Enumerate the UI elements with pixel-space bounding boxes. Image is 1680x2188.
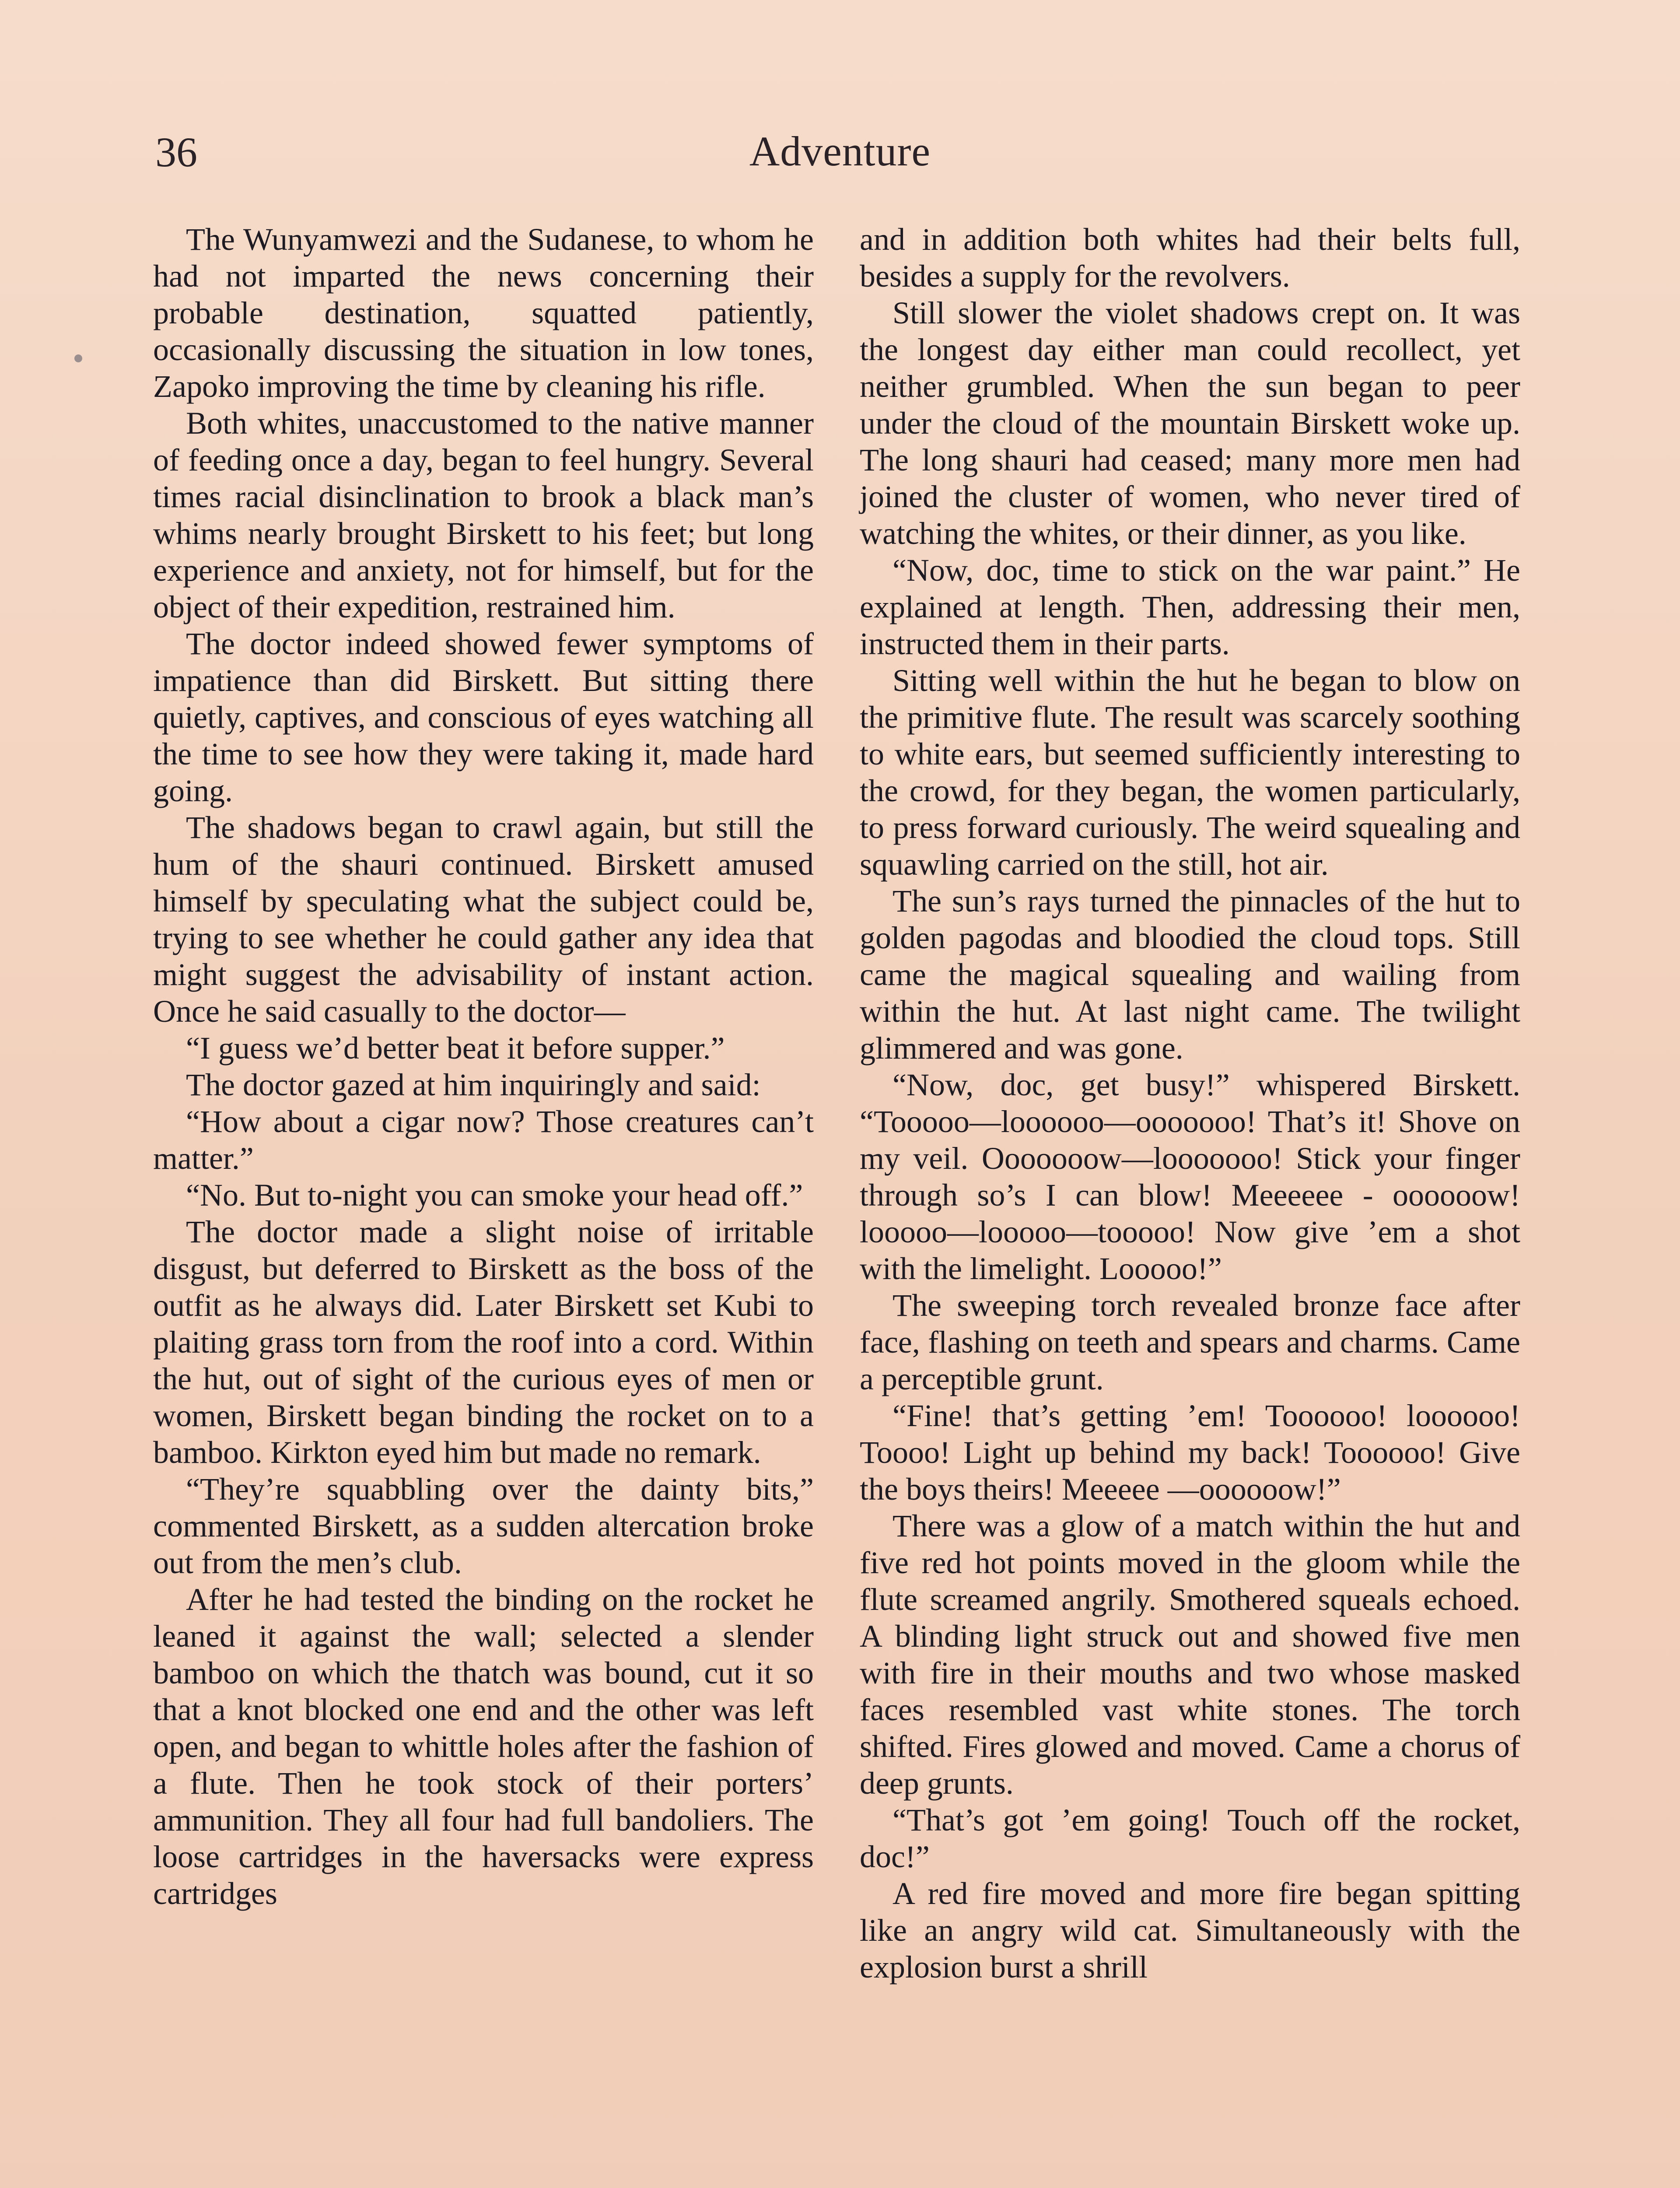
page-number: 36 — [155, 129, 197, 175]
paragraph: “How about a cigar now? Those creatures can’t matter.” — [153, 1104, 814, 1176]
margin-speck — [74, 354, 82, 362]
paragraph: Both whites, unaccustomed to the native manner of feeding once a day, began to feel hungry. Several times racial disinclination to brook a black man’s whims nearly brought Birskett to his feet; but long experience and anxiety, not for himself, but for the object of their expedition, restrained him. — [153, 406, 814, 624]
paragraph: “They’re squabbling over the dainty bits,” commented Birskett, as a sudden altercation broke out from the men’s club. — [153, 1472, 814, 1580]
paragraph: The doctor made a slight noise of irritable disgust, but deferred to Birskett as the boss of the outfit as he always did. Later Birskett set Kubi to plaiting grass torn from the roof into a cord. Within the hut, out of sight of the curious eyes of men or women, Birskett began binding the rocket on to a bamboo. Kirkton eyed him but made no remark. — [153, 1214, 814, 1470]
paragraph: “That’s got ’em going! Touch off the rocket, doc!” — [860, 1802, 1520, 1874]
running-head: Adventure — [749, 128, 931, 175]
paragraph: “Fine! that’s getting ’em! Toooooo! loooooo! Toooo! Light up behind my back! Toooooo! Give the boys theirs! Meeeee —oooooow!” — [860, 1398, 1520, 1507]
paragraph: The sun’s rays turned the pinnacles of the hut to golden pagodas and bloodied the cloud tops. Still came the magical squealing and wailing from within the hut. At last night came. The twilight glimmered and was gone. — [860, 884, 1520, 1066]
paragraph: The sweeping torch revealed bronze face after face, flashing on teeth and spears and charms. Came a perceptible grunt. — [860, 1288, 1520, 1396]
left-text-column — [153, 221, 814, 1912]
paragraph: The shadows began to crawl again, but still the hum of the shauri continued. Birskett amused himself by speculating what the subject could be, trying to see whether he could gather any idea that might suggest the advisability of instant action. Once he said casually to the doctor— — [153, 810, 814, 1029]
paragraph: “No. But to-night you can smoke your head off.” — [186, 1178, 803, 1213]
paragraph: The doctor indeed showed fewer symptoms of impatience than did Birskett. But sitting there quietly, captives, and conscious of eyes watching all the time to see how they were taking it, made hard going. — [153, 626, 814, 808]
right-text-column — [860, 221, 1520, 1985]
paragraph: There was a glow of a match within the hut and five red hot points moved in the gloom while the flute screamed angrily. Smothered squeals echoed. A blinding light struck out and showed five men with fire in their mouths and two whose masked faces resembled vast white stones. The torch shifted. Fires glowed and moved. Came a chorus of deep grunts. — [860, 1508, 1520, 1801]
paragraph: Still slower the violet shadows crept on. It was the longest day either man could recollect, yet neither grumbled. When the sun began to peer under the cloud of the mountain Birskett woke up. The long shauri had ceased; many more men had joined the cluster of women, who never tired of watching the whites, or their dinner, as you like. — [860, 295, 1520, 551]
paragraph: A red fire moved and more fire began spitting like an angry wild cat. Simultaneously with the explosion burst a shrill — [860, 1876, 1520, 1985]
paragraph: The doctor gazed at him inquiringly and said: — [186, 1067, 761, 1102]
continued-paragraph: and in addition both whites had their belts full, besides a supply for the revolvers. — [860, 222, 1520, 294]
paragraph: “I guess we’d better beat it before supper.” — [186, 1031, 725, 1066]
paragraph: “Now, doc, get busy!” whispered Birskett. “Tooooo—loooooo—ooooooo! That’s it! Shove on my veil. Ooooooow—looooooo! Stick your finger through so’s I can blow! Meeeeee - oooooow! looooo—looooo—tooooo! Now give ’em a shot with the limelight. Looooo!” — [860, 1067, 1520, 1286]
paragraph: Sitting well within the hut he began to blow on the primitive flute. The result was scarcely soothing to white ears, but seemed sufficiently interesting to the crowd, for they began, the women particularly, to press forward curiously. The weird squealing and squawling carried on the still, hot air. — [860, 663, 1520, 882]
paragraph: After he had tested the binding on the rocket he leaned it against the wall; selected a slender bamboo on which the thatch was bound, cut it so that a knot blocked one end and the other was left open, and began to whittle holes after the fashion of a flute. Then he took stock of their porters’ ammunition. They all four had full bandoliers. The loose cartridges in the haversacks were express cartridges — [153, 1582, 814, 1911]
paragraph: “Now, doc, time to stick on the war paint.” He explained at length. Then, addressing their men, instructed them in their parts. — [860, 553, 1520, 661]
paragraph: The Wunyamwezi and the Sudanese, to whom he had not imparted the news concerning their probable destination, squatted patiently, occasionally discussing the situation in low tones, Zapoko improving the time by cleaning his rifle. — [153, 222, 814, 404]
